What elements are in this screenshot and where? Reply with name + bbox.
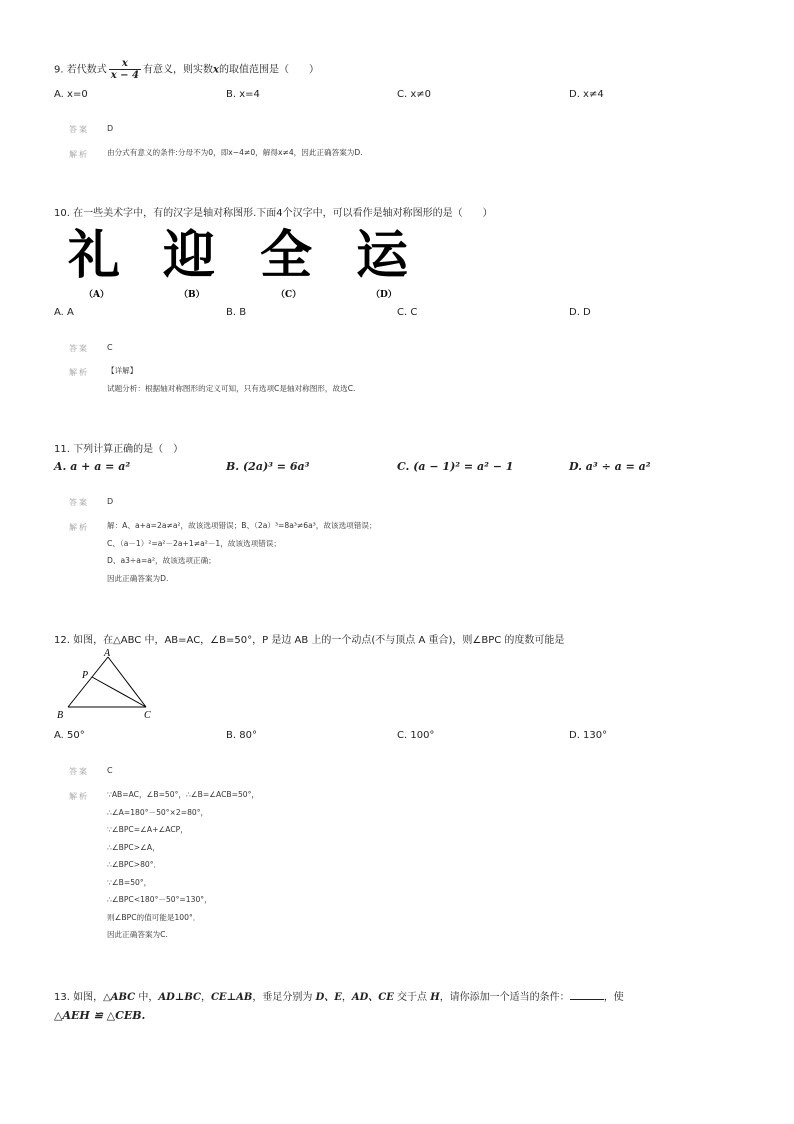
q10-caption-c: （C） — [276, 290, 302, 300]
q10-option-a: A. A — [54, 307, 74, 318]
q9-fraction: $\frac{x}{x - 4}$ — [110, 58, 139, 81]
q10-option-d: D. D — [569, 307, 591, 318]
q12-answer-label: 答案 — [69, 767, 89, 776]
q9-option-b: B. x=4 — [226, 89, 260, 100]
q12-option-a: A. 50° — [54, 730, 85, 741]
vertex-label-p: P — [82, 670, 89, 681]
vertex-label-a: A — [104, 648, 111, 659]
q11-stem: 11. 下列计算正确的是（ ） — [54, 444, 184, 455]
q10-analysis: 【详解】 试题分析：根据轴对称图形的定义可知，只有选项C是轴对称图形，故选C. — [107, 366, 356, 393]
q9-stem: 9. 若代数式 $\frac{x}{x - 4}$ 有意义，则实数x的取值范围是（ ） — [54, 58, 319, 81]
q12-stem: 12. 如图，在△ABC 中，AB=AC，∠B=50°，P 是边 AB 上的一个动点(不与顶点 A 重合)，则∠BPC 的度数可能是 — [54, 635, 565, 646]
q12-analysis-label: 解析 — [69, 792, 89, 801]
q11-answer: D — [107, 497, 114, 506]
q10-char-d: 运 — [356, 226, 409, 286]
vertex-label-b: B — [57, 710, 64, 721]
q12-analysis: ∵AB=AC，∠B=50°，∴∠B=∠ACB=50°， ∴∠A=180°－50°×2=80°， ∵∠BPC=∠A+∠ACP， ∴∠BPC>∠A， ∴∠BPC>80°． ∵∠B=50°， ∴∠BPC<180°－50°=130°， 则∠BPC的值可能是100°． 因此正确答案为C. — [107, 790, 259, 939]
q10-caption-d: （D） — [371, 290, 397, 300]
q12-option-b: B. 80° — [226, 730, 257, 741]
edge-ac — [108, 657, 146, 707]
q10-answer: C — [107, 343, 113, 352]
q12-answer: C — [107, 766, 113, 775]
q9-answer: D — [107, 124, 114, 133]
q12-option-c: C. 100° — [397, 730, 435, 741]
q9-answer-label: 答案 — [69, 125, 89, 134]
q11-answer-label: 答案 — [69, 498, 89, 507]
q10-caption-b: （B） — [179, 290, 205, 300]
q10-option-c: C. C — [397, 307, 418, 318]
q11-analysis: 解：A、a+a=2a≠a²，故该选项错误；B、（2a）³=8a³≠6a³，故该选项错误； C、（a－1）²=a²－2a+1≠a²－1，故该选项错误； D、a3÷a=a²，故该选项正确； 因此正确答案为D. — [107, 521, 377, 583]
q10-analysis-label: 解析 — [69, 368, 89, 377]
q10-caption-a: （A） — [84, 290, 109, 300]
q9-option-d: D. x≠4 — [569, 89, 604, 100]
vertex-label-c: C — [144, 710, 151, 721]
q10-stem: 10. 在一些美术字中，有的汉字是轴对称图形.下面4个汉字中，可以看作是轴对称图形的是（ ） — [54, 208, 493, 219]
q13-stem-line2: △AEH ≌ △CEB. — [54, 1009, 146, 1022]
q9-analysis-label: 解析 — [69, 150, 89, 159]
q12-option-d: D. 130° — [569, 730, 608, 741]
q13-stem-line1: 13. 如图，△ABC 中，AD⊥BC，CE⊥AB，垂足分别为 D、E，AD、CE 交于点 H，请你添加一个适当的条件： ，使 — [54, 992, 624, 1003]
q10-option-b: B. B — [226, 307, 247, 318]
q10-answer-label: 答案 — [69, 344, 89, 353]
q12-triangle-figure — [54, 645, 164, 723]
q10-char-b: 迎 — [163, 226, 216, 286]
q10-char-c: 全 — [260, 226, 313, 286]
q11-option-b: B. (2a)³ = 6a³ — [226, 460, 310, 473]
q9-option-a: A. x=0 — [54, 89, 88, 100]
q10-char-a: 礼 — [68, 226, 121, 286]
q11-option-d: D. a³ ÷ a = a² — [569, 460, 651, 473]
q9-option-c: C. x≠0 — [397, 89, 431, 100]
q11-analysis-label: 解析 — [69, 523, 89, 532]
q9-analysis: 由分式有意义的条件:分母不为0，即x−4≠0，解得x≠4，因此正确答案为D. — [107, 148, 363, 157]
segment-pc — [92, 677, 146, 707]
q11-option-a: A. a + a = a² — [54, 460, 131, 473]
q13-answer-blank[interactable] — [570, 999, 604, 1000]
q11-option-c: C. (a − 1)² = a² − 1 — [397, 460, 514, 473]
